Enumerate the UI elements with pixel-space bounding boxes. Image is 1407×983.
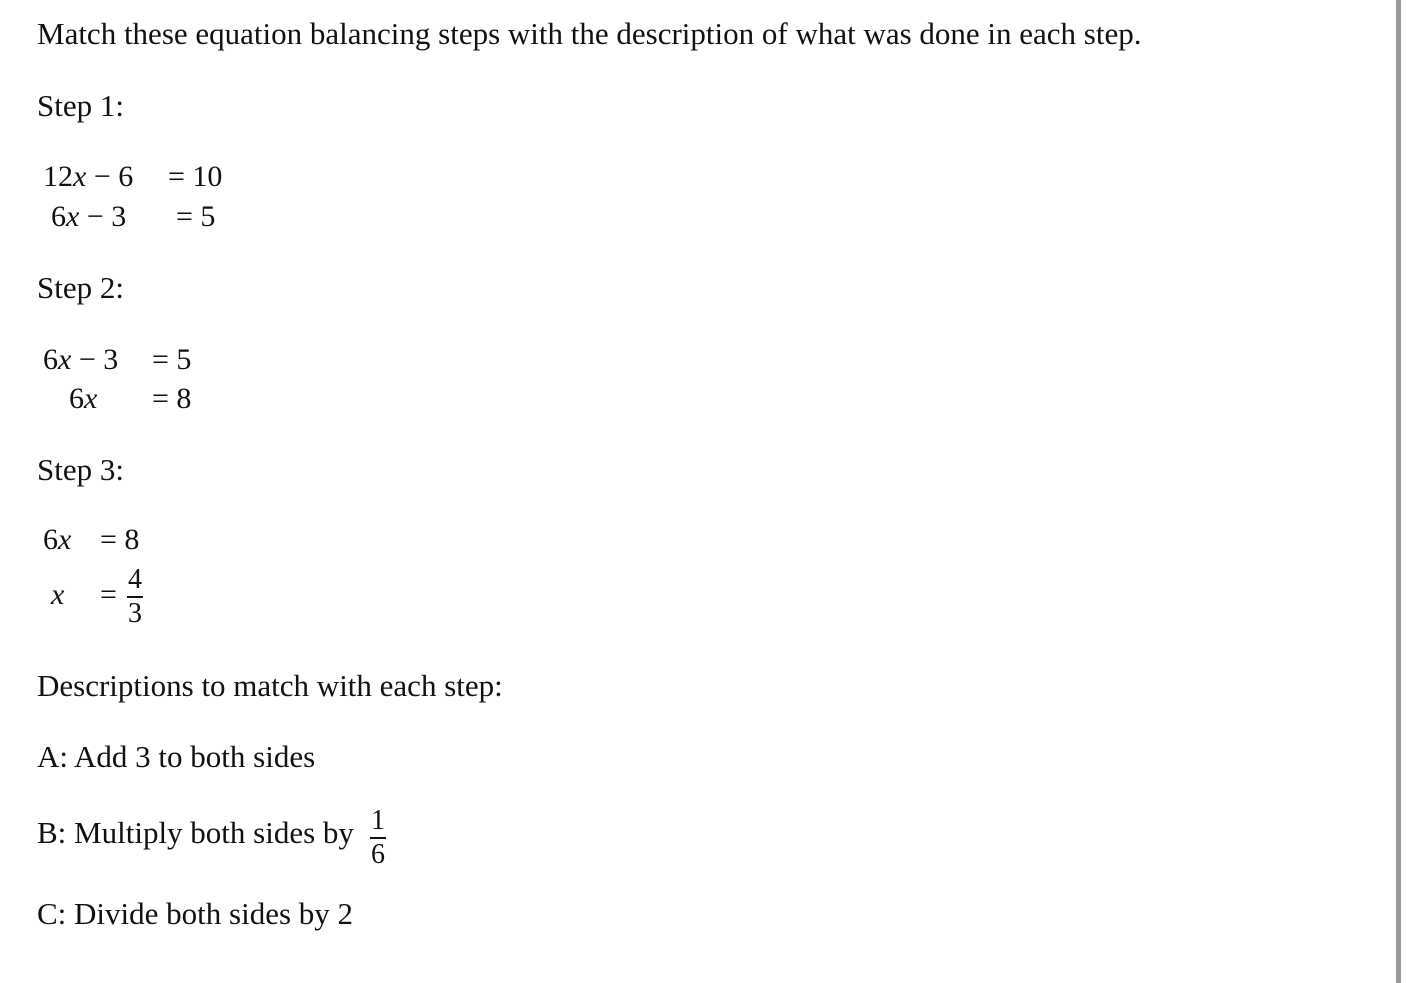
step-2-line-2-lhs: 6x xyxy=(69,382,98,415)
description-c: C: Divide both sides by 2 xyxy=(37,896,354,931)
fraction-denominator: 3 xyxy=(128,598,142,629)
step-1-line-1-rhs: = 10 xyxy=(168,160,223,193)
step-3-line-1-lhs: 6x xyxy=(43,523,72,556)
instruction-text: Match these equation balancing steps with the description of what was done in each step. xyxy=(37,16,1142,51)
description-b-fraction xyxy=(370,807,386,869)
step-2-equation-line-2 xyxy=(43,382,243,416)
step-1-label: Step 1: xyxy=(37,88,124,123)
step-2-equation-line-1 xyxy=(43,343,243,377)
description-b-text: B: Multiply both sides by xyxy=(37,815,354,850)
step-1-line-1-lhs: 12x − 6 xyxy=(43,160,134,193)
step-2-line-2-rhs: = 8 xyxy=(152,382,192,415)
step-3-equation-line-1 xyxy=(43,523,203,557)
step-3-label: Step 3: xyxy=(37,452,124,487)
step-1-line-2-rhs: = 5 xyxy=(176,200,216,233)
scrollbar[interactable] xyxy=(1396,0,1401,983)
step-1-equation-line-1 xyxy=(43,160,263,194)
fraction-denominator: 6 xyxy=(371,839,385,870)
descriptions-heading: Descriptions to match with each step: xyxy=(37,668,503,703)
step-2-label: Step 2: xyxy=(37,270,124,305)
step-3-line-2-lhs: x xyxy=(51,578,65,611)
description-b xyxy=(37,805,385,870)
step-1-equation-line-2 xyxy=(51,200,271,234)
fraction-numerator: 1 xyxy=(370,807,386,839)
step-3-line-1-rhs: = 8 xyxy=(100,523,140,556)
step-3-line-2-equals: = xyxy=(100,578,117,611)
fraction-numerator: 4 xyxy=(127,566,143,598)
step-2-line-1-rhs: = 5 xyxy=(152,343,192,376)
step-3-equation-line-2 xyxy=(43,564,203,630)
description-a: A: Add 3 to both sides xyxy=(37,739,316,774)
step-2-line-1-lhs: 6x − 3 xyxy=(43,343,119,376)
step-1-line-2-lhs: 6x − 3 xyxy=(51,200,127,233)
step-3-line-2-fraction xyxy=(127,566,143,628)
